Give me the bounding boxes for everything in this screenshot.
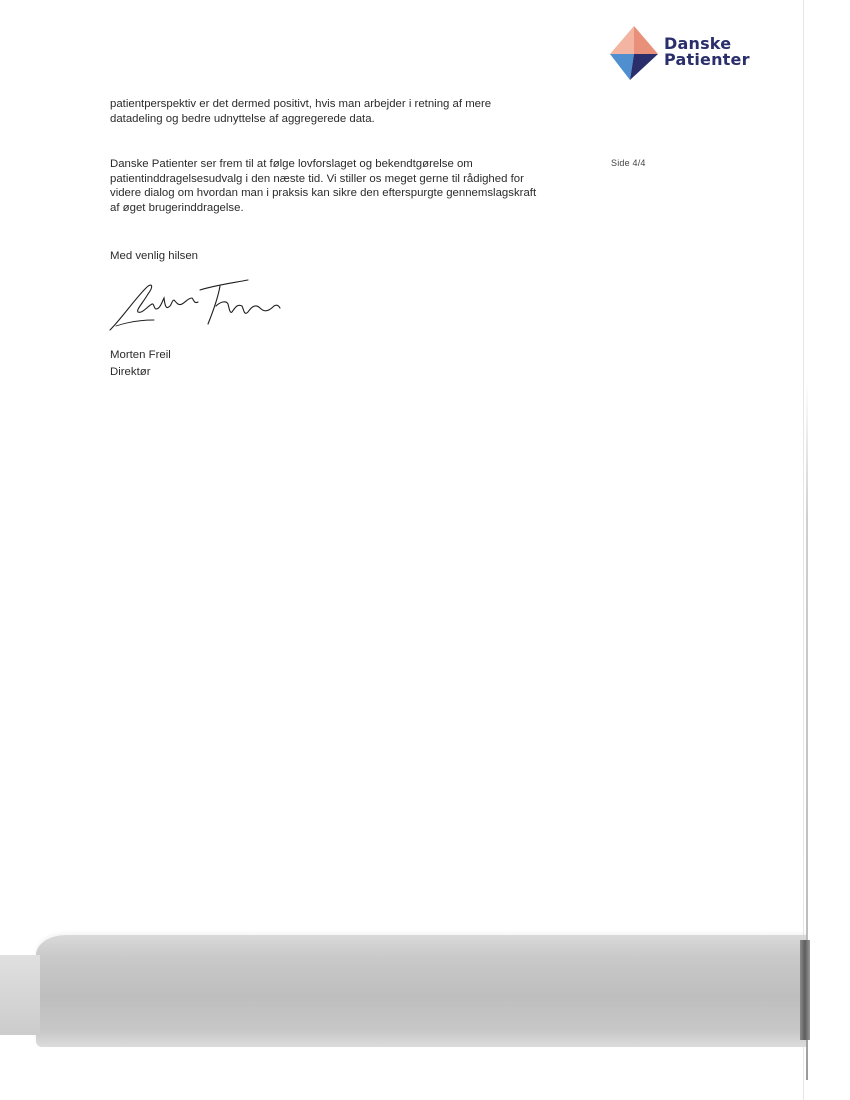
scan-band-edge	[800, 940, 810, 1040]
scan-shadow-band	[36, 935, 806, 1047]
logo-wordmark	[664, 36, 750, 68]
logo-line-1: Danske	[664, 34, 732, 53]
paragraph-2: Danske Patienter ser frem til at følge lovforslaget og bekendtgørelse om patientinddragelsesudvalg i den næste tid. Vi stiller os meget gerne til rådighed for videre dialog om hvordan man i praksis kan sikre den efterspurgte gennemslagskraft af øget brugerinddragelse.	[110, 158, 537, 214]
page-number: Side 4/4	[611, 158, 646, 168]
scan-right-margin	[803, 0, 850, 1100]
logo-mark-icon	[608, 26, 660, 82]
handwritten-signature	[108, 276, 283, 334]
closing-salutation: Med venlig hilsen	[110, 250, 199, 262]
paragraph-1: patientperspektiv er det dermed positivt, hvis man arbejder i retning af mere datadeling og bedre udnyttelse af aggregerede data.	[110, 98, 492, 125]
signatory-name: Morten Freil	[110, 349, 171, 361]
danske-patienter-logo	[608, 26, 758, 82]
logo-line-2: Patienter	[664, 50, 750, 69]
signatory-title: Direktør	[110, 366, 151, 378]
